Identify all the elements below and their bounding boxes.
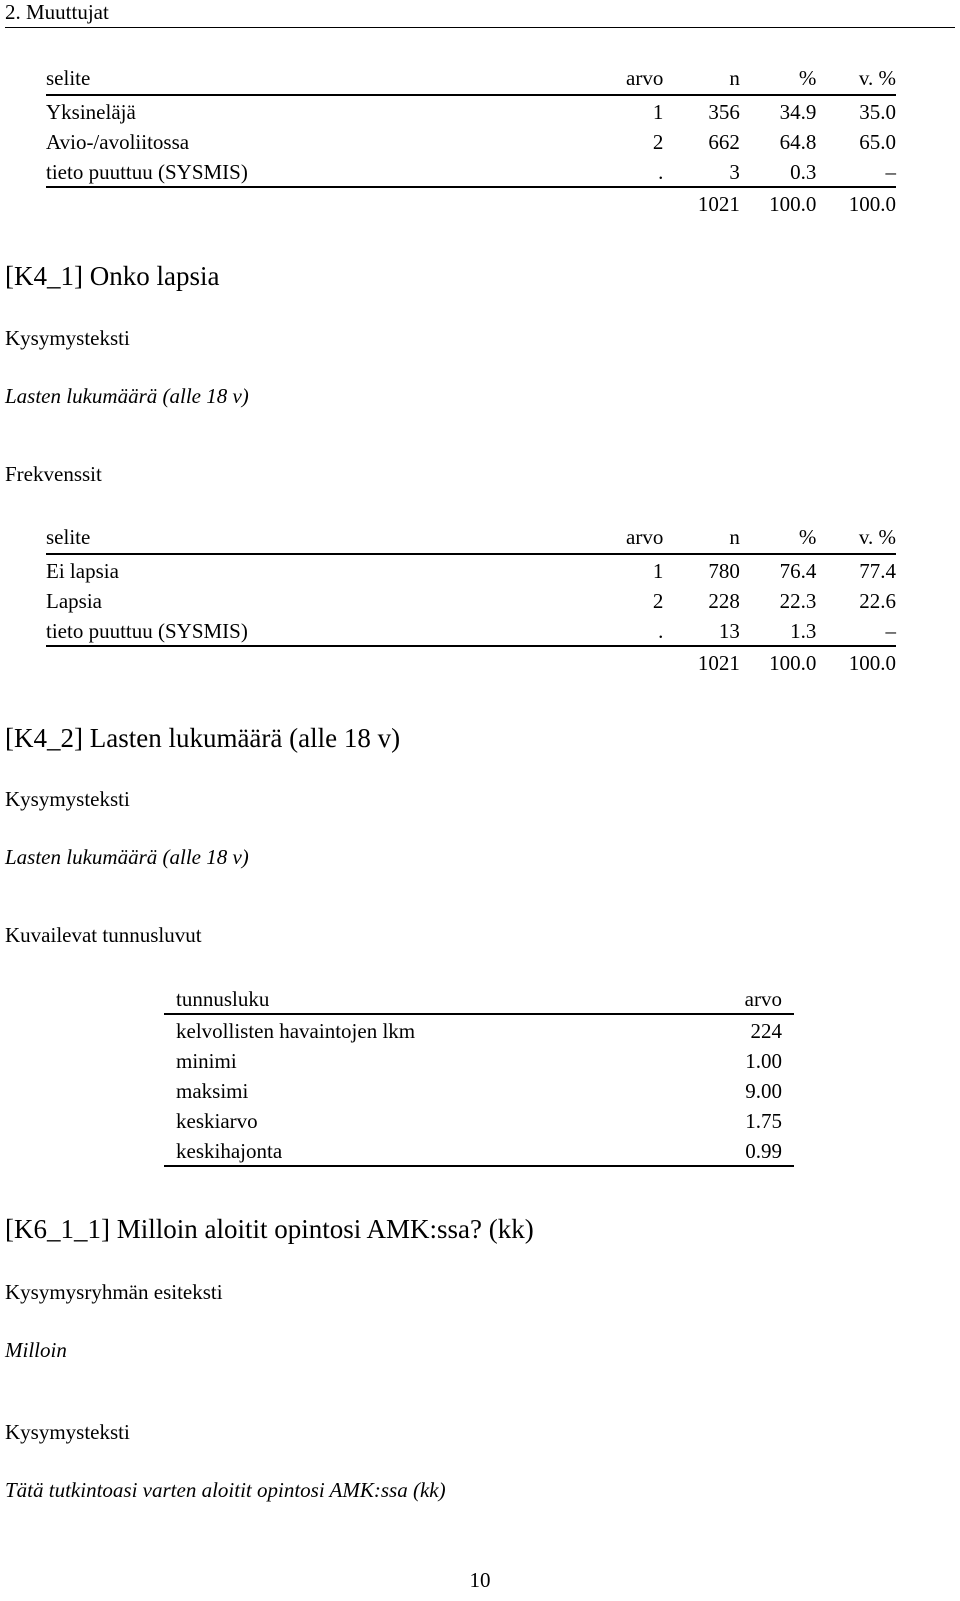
descriptive-stats-label: Kuvailevat tunnusluvut xyxy=(5,923,202,947)
total-percent: 100.0 xyxy=(769,650,817,675)
cell-valid-percent: 35.0 xyxy=(859,99,896,124)
cell-percent: 34.9 xyxy=(779,99,817,124)
cell-arvo: 2 xyxy=(652,129,664,154)
frequencies-label: Frekvenssit xyxy=(5,462,102,486)
cell-n: 780 xyxy=(708,558,740,583)
col-header-percent: % xyxy=(798,65,817,90)
cell-arvo: 1 xyxy=(652,558,664,583)
table-row xyxy=(164,1075,794,1105)
table-row xyxy=(46,96,896,126)
col-header-tunnusluku: tunnusluku xyxy=(176,986,270,1011)
cell-valid-percent: 65.0 xyxy=(859,129,896,154)
running-header: 2. Muuttujat xyxy=(5,0,109,24)
cell-percent: 1.3 xyxy=(790,618,817,643)
table-row xyxy=(46,126,896,156)
question-label: Kysymysteksti xyxy=(5,1420,130,1444)
cell-stat-name: minimi xyxy=(176,1048,237,1073)
cell-n: 356 xyxy=(708,99,740,124)
cell-valid-percent: 77.4 xyxy=(859,558,896,583)
cell-arvo: . xyxy=(658,618,664,643)
question-text: Lasten lukumäärä (alle 18 v) xyxy=(5,384,249,408)
table-header-row xyxy=(164,983,794,1014)
question-group-label: Kysymysryhmän esiteksti xyxy=(5,1280,223,1304)
cell-percent: 76.4 xyxy=(779,558,817,583)
table-total-row xyxy=(46,188,896,218)
cell-stat-value: 1.75 xyxy=(745,1108,782,1133)
question-label: Kysymysteksti xyxy=(5,787,130,811)
cell-percent: 22.3 xyxy=(779,588,817,613)
header-rule xyxy=(5,27,955,28)
frequency-table-k4-1 xyxy=(46,521,896,677)
total-n: 1021 xyxy=(697,650,740,675)
cell-n: 3 xyxy=(729,159,740,184)
cell-percent: 0.3 xyxy=(790,159,817,184)
cell-selite: Avio-/avoliitossa xyxy=(46,129,190,154)
question-text: Lasten lukumäärä (alle 18 v) xyxy=(5,845,249,869)
descriptive-stats-table xyxy=(164,983,794,1167)
section-title-k4-2: [K4_2] Lasten lukumäärä (alle 18 v) xyxy=(5,723,401,753)
question-label: Kysymysteksti xyxy=(5,326,130,350)
col-header-selite: selite xyxy=(46,65,91,90)
section-title-k4-1: [K4_1] Onko lapsia xyxy=(5,261,220,291)
cell-arvo: . xyxy=(658,159,664,184)
cell-stat-name: kelvollisten havaintojen lkm xyxy=(176,1018,416,1043)
cell-stat-name: keskiarvo xyxy=(176,1108,258,1133)
total-selite xyxy=(46,647,536,677)
table-row xyxy=(46,156,896,187)
table-row xyxy=(164,1135,794,1166)
cell-arvo: 2 xyxy=(652,588,664,613)
table-row xyxy=(46,585,896,615)
cell-selite: Ei lapsia xyxy=(46,558,119,583)
table-header-row xyxy=(46,521,896,554)
col-header-n: n xyxy=(729,524,740,549)
table-row xyxy=(164,1045,794,1075)
col-header-arvo: arvo xyxy=(626,524,664,549)
total-valid-percent: 100.0 xyxy=(848,650,896,675)
cell-valid-percent: – xyxy=(885,618,896,643)
total-selite xyxy=(46,188,536,218)
table-total-row xyxy=(46,647,896,677)
cell-arvo: 1 xyxy=(652,99,664,124)
col-header-arvo: arvo xyxy=(744,986,782,1011)
total-arvo xyxy=(536,647,664,677)
frequency-table-marital xyxy=(46,62,896,218)
col-header-selite: selite xyxy=(46,524,91,549)
total-arvo xyxy=(536,188,664,218)
col-header-valid-percent: v. % xyxy=(858,524,896,549)
cell-n: 228 xyxy=(708,588,740,613)
col-header-arvo: arvo xyxy=(626,65,664,90)
cell-valid-percent: 22.6 xyxy=(859,588,896,613)
section-title-k6-1-1: [K6_1_1] Milloin aloitit opintosi AMK:ssa? (kk) xyxy=(5,1214,534,1244)
table-header-row xyxy=(46,62,896,95)
total-percent: 100.0 xyxy=(769,191,817,216)
table-row xyxy=(164,1105,794,1135)
cell-stat-value: 9.00 xyxy=(745,1078,782,1103)
table-row xyxy=(46,555,896,585)
cell-percent: 64.8 xyxy=(779,129,817,154)
cell-selite: tieto puuttuu (SYSMIS) xyxy=(46,618,248,643)
table-row xyxy=(46,615,896,646)
cell-stat-value: 224 xyxy=(750,1018,782,1043)
total-n: 1021 xyxy=(697,191,740,216)
col-header-valid-percent: v. % xyxy=(858,65,896,90)
cell-stat-value: 1.00 xyxy=(745,1048,782,1073)
cell-selite: Lapsia xyxy=(46,588,102,613)
cell-stat-name: maksimi xyxy=(176,1078,249,1103)
page-number: 10 xyxy=(469,1568,491,1592)
cell-stat-value: 0.99 xyxy=(745,1138,782,1163)
cell-stat-name: keskihajonta xyxy=(176,1138,283,1163)
cell-selite: Yksineläjä xyxy=(46,99,136,124)
cell-selite: tieto puuttuu (SYSMIS) xyxy=(46,159,248,184)
col-header-percent: % xyxy=(798,524,817,549)
table-row xyxy=(164,1015,794,1045)
total-valid-percent: 100.0 xyxy=(848,191,896,216)
cell-n: 13 xyxy=(718,618,740,643)
cell-valid-percent: – xyxy=(885,159,896,184)
question-group-text: Milloin xyxy=(5,1338,67,1362)
col-header-n: n xyxy=(729,65,740,90)
question-text: Tätä tutkintoasi varten aloitit opintosi AMK:ssa (kk) xyxy=(5,1478,446,1502)
cell-n: 662 xyxy=(708,129,740,154)
